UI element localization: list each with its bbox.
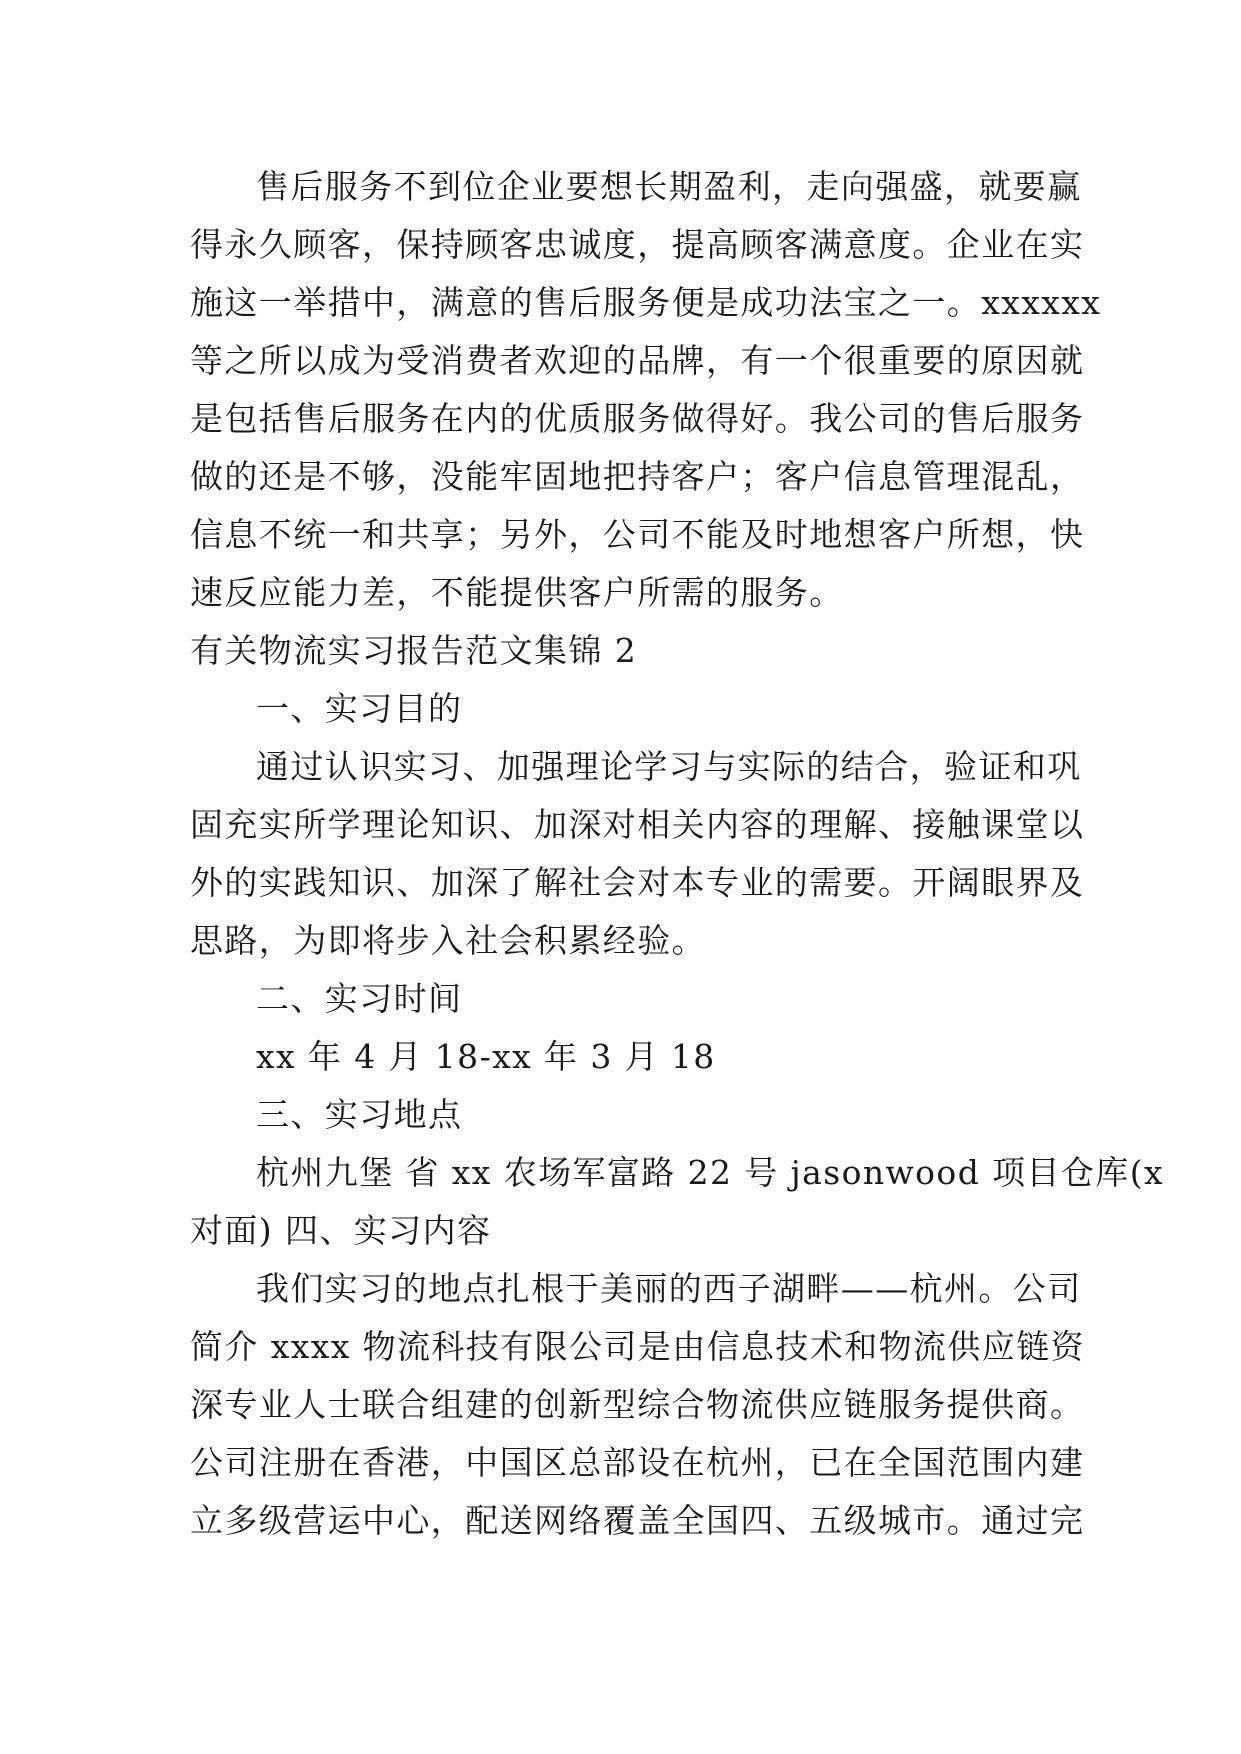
text-line: 等之所以成为受消费者欢迎的品牌，有一个很重要的原因就 xyxy=(190,341,1085,380)
text-line: 外的实践知识、加深了解社会对本专业的需要。开阔眼界及 xyxy=(190,863,1085,902)
text-line: 施这一举措中，满意的售后服务便是成功法宝之一。xxxxxx xyxy=(190,283,1102,322)
text-line: 简介 xxxx 物流科技有限公司是由信息技术和物流供应链资 xyxy=(190,1327,1086,1366)
text-line: 深专业人士联合组建的创新型综合物流供应链服务提供商。 xyxy=(190,1385,1085,1424)
text-line: 速反应能力差，不能提供客户所需的服务。 xyxy=(190,573,844,612)
text-line: 得永久顾客，保持顾客忠诚度，提高顾客满意度。企业在实 xyxy=(190,225,1085,264)
text-line: 杭州九堡 省 xx 农场军富路 22 号 jasonwood 项目仓库(x xyxy=(256,1153,1164,1192)
text-line: 思路，为即将步入社会积累经验。 xyxy=(190,921,706,960)
text-line: 有关物流实习报告范文集锦 2 xyxy=(190,631,638,670)
text-line: 对面) 四、实习内容 xyxy=(190,1211,492,1250)
text-line: 通过认识实习、加强理论学习与实际的结合，验证和巩 xyxy=(256,747,1082,786)
text-line: 信息不统一和共享；另外，公司不能及时地想客户所想，快 xyxy=(190,515,1085,554)
text-line: 做的还是不够，没能牢固地把持客户；客户信息管理混乱， xyxy=(190,457,1085,496)
text-line: xx 年 4 月 18-xx 年 3 月 18 xyxy=(256,1037,716,1076)
document-body xyxy=(190,158,1164,1550)
text-line: 二、实习时间 xyxy=(256,979,463,1018)
text-line: 是包括售后服务在内的优质服务做得好。我公司的售后服务 xyxy=(190,399,1085,438)
text-line: 固充实所学理论知识、加深对相关内容的理解、接触课堂以 xyxy=(190,805,1085,844)
text-line: 我们实习的地点扎根于美丽的西子湖畔——杭州。公司 xyxy=(256,1269,1082,1308)
text-line: 公司注册在香港，中国区总部设在杭州，已在全国范围内建 xyxy=(190,1443,1085,1482)
text-line: 售后服务不到位企业要想长期盈利，走向强盛，就要赢 xyxy=(256,167,1082,206)
text-line: 立多级营运中心，配送网络覆盖全国四、五级城市。通过完 xyxy=(190,1501,1085,1540)
text-line: 三、实习地点 xyxy=(256,1095,463,1134)
text-line: 一、实习目的 xyxy=(256,689,463,728)
